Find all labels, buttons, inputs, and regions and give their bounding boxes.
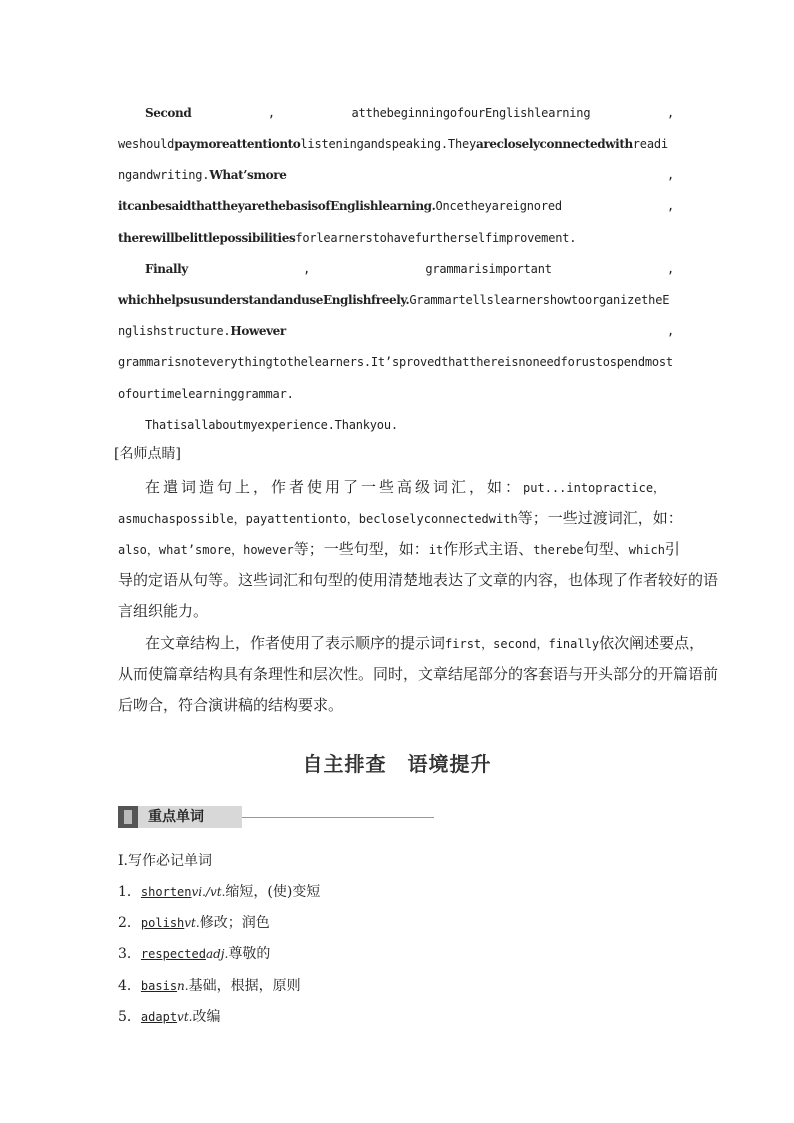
essay-text: nglishstructure. <box>118 324 231 338</box>
note-text: 在遣词造句上，作者使用了一些高级词汇，如： <box>145 478 524 496</box>
essay-bold-text: What’smore <box>209 168 287 182</box>
essay-bold-text: Finally <box>145 262 188 276</box>
vocab-num: 5． <box>118 1009 141 1025</box>
vocab-pos: vi./vt. <box>191 885 226 899</box>
note-p1-line-3 <box>118 534 678 565</box>
section-title: 自主排查 语境提升 <box>302 752 492 776</box>
essay-text: forlearnerstohavefurtherselfimprovement. <box>295 231 577 245</box>
vocab-meaning: 尊敬的 <box>228 946 271 962</box>
essay-text: weshould <box>118 137 175 151</box>
essay-text: Second <box>145 106 192 120</box>
essay-line-11: Thatisallaboutmyexperience.Thankyou. <box>145 418 398 432</box>
essay-line-5 <box>118 228 674 248</box>
note-term: it <box>428 543 444 557</box>
essay-text: , <box>666 168 674 182</box>
essay-bold-text: whichhelpsusunderstandanduseEnglishfreely. <box>118 293 410 307</box>
vocab-item <box>118 912 270 934</box>
essay-text: listeningandspeaking.They <box>300 137 477 151</box>
note-p1-line-1 <box>145 472 678 503</box>
essay-line-3 <box>118 165 674 185</box>
note-text: 句型、 <box>583 540 629 558</box>
essay-bold-text: itcanbesaidthattheyarethebasisofEnglishlearning. <box>118 199 436 213</box>
note-text: 依次阐述要点， <box>599 634 705 652</box>
essay-text: , <box>666 324 674 338</box>
essay-line-6 <box>145 259 674 279</box>
note-tag: [名师点睛] <box>114 446 181 462</box>
note-text: 在文章结构上，作者使用了表示顺序的提示词 <box>145 634 446 652</box>
note-term: first，second，finally <box>445 637 600 651</box>
vocab-word: adapt <box>140 1010 178 1024</box>
roman-numeral-icon <box>118 806 138 828</box>
essay-text: atthebeginningofourEnglishlearning <box>351 106 591 120</box>
essay-bold-text: arecloselyconnectedwith <box>476 137 633 151</box>
vocab-num: 4． <box>118 978 141 994</box>
vocab-num: 2． <box>118 915 141 931</box>
vocab-meaning: 修改；润色 <box>199 915 270 931</box>
essay-line-1 <box>145 103 674 123</box>
vocab-word: basis <box>140 979 178 993</box>
essay-text: grammarisimportant <box>425 262 552 276</box>
note-text: 作形式主语、 <box>443 540 534 558</box>
note-p2-line-1 <box>145 628 705 659</box>
essay-line-9: grammarisnoteverythingtothelearners.It’sprovedthatthereisnoneedforustospendmost <box>118 355 673 369</box>
note-p1-line-4: 导的定语从句等。这些词汇和句型的使用清楚地表达了文章的内容，也体现了作者较好的语 <box>118 571 719 589</box>
vocab-heading: Ⅰ.写作必记单词 <box>118 853 212 869</box>
essay-bold-text: paymoreattentionto <box>174 137 301 151</box>
vocab-item <box>118 943 270 965</box>
vocab-word: respected <box>140 947 206 961</box>
essay-line-10: ofourtimelearninggrammar. <box>118 387 294 401</box>
essay-text: GrammartellslearnershowtoorganizetheE <box>409 293 670 307</box>
essay-line-7 <box>118 290 674 310</box>
essay-text: , <box>303 262 311 276</box>
vocab-pos: vt. <box>177 1010 193 1024</box>
vocab-word: shorten <box>140 885 192 899</box>
vocab-item <box>118 975 301 997</box>
note-p2-line-2: 从而使篇章结构具有条理性和层次性。同时，文章结尾部分的客套语与开头部分的开篇语前 <box>118 665 719 683</box>
essay-text: , <box>666 199 674 213</box>
note-term: put...intopractice， <box>523 481 666 495</box>
key-words-label: 重点单词 <box>138 806 242 828</box>
essay-text: readi <box>632 137 668 151</box>
vocab-num: 1． <box>118 884 141 900</box>
essay-bold-text: However <box>230 324 286 338</box>
essay-line-4 <box>118 196 674 216</box>
note-p1-line-2 <box>118 503 683 534</box>
vocab-meaning: 改编 <box>192 1009 221 1025</box>
essay-text: , <box>666 106 674 120</box>
essay-text: ngandwriting. <box>118 168 210 182</box>
note-term: which <box>628 543 665 557</box>
header-rule <box>242 817 434 818</box>
vocab-pos: adj. <box>205 947 229 961</box>
essay-text: Oncetheyareignored <box>435 199 562 213</box>
essay-bold-text: therewillbelittlepossibilities <box>118 231 296 245</box>
key-words-header <box>118 806 434 830</box>
essay-text: , <box>267 106 275 120</box>
note-text: 等；一些过渡词汇，如： <box>517 509 683 527</box>
note-term: also，what’smore，however <box>118 543 294 557</box>
vocab-num: 3． <box>118 946 141 962</box>
vocab-item <box>118 881 320 903</box>
vocab-word: polish <box>140 916 185 930</box>
vocab-item <box>118 1006 220 1028</box>
note-p1-line-5: 言组织能力。 <box>118 602 209 620</box>
essay-line-8 <box>118 321 674 341</box>
note-term: asmuchaspossible，payattentionto，becloselyconnectedwith <box>118 512 518 526</box>
essay-text: , <box>666 262 674 276</box>
vocab-pos: vt. <box>184 916 200 930</box>
essay-line-2 <box>118 134 674 154</box>
note-text: 等；一些句型，如： <box>293 540 429 558</box>
vocab-meaning: 缩短，(使)变短 <box>225 884 321 900</box>
vocab-pos: n. <box>177 979 189 993</box>
vocab-meaning: 基础，根据，原则 <box>188 978 301 994</box>
note-term: therebe <box>533 543 584 557</box>
note-text: 引 <box>664 540 680 558</box>
note-p2-line-3: 后吻合，符合演讲稿的结构要求。 <box>118 696 344 714</box>
